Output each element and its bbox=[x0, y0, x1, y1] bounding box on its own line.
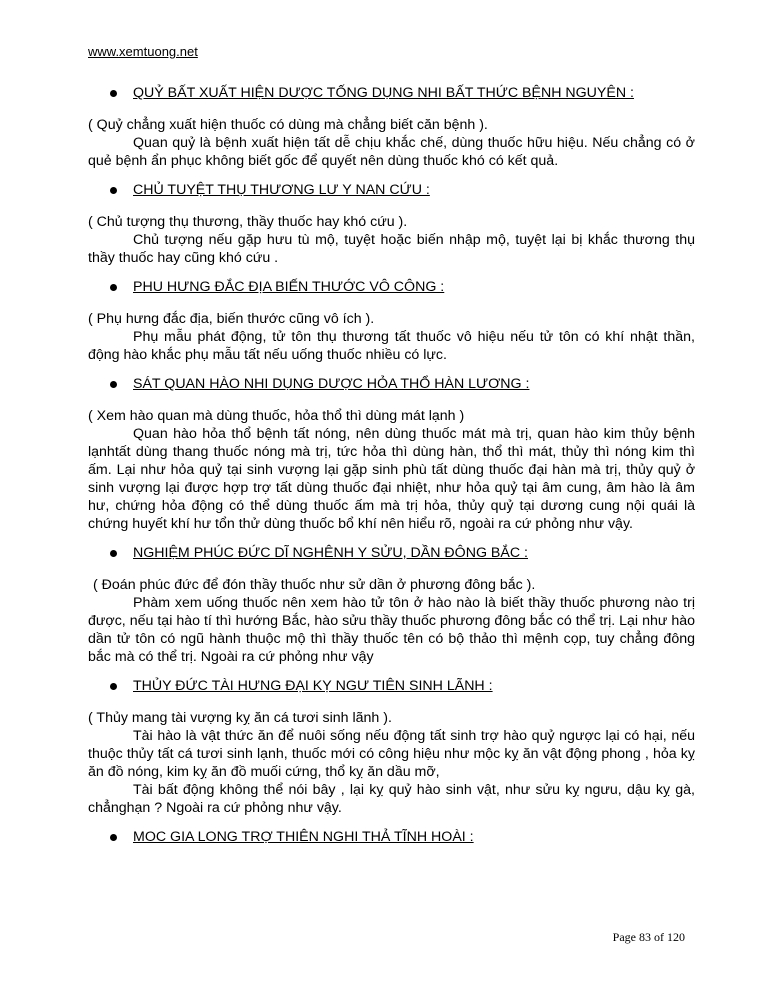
section bbox=[88, 84, 695, 170]
bullet-icon bbox=[110, 381, 117, 388]
bullet-icon bbox=[110, 90, 117, 97]
section-heading bbox=[88, 544, 695, 562]
site-url[interactable]: www.xemtuong.net bbox=[88, 44, 198, 59]
bullet-icon bbox=[110, 284, 117, 291]
section-intro: ( Xem hào quan mà dùng thuốc, hỏa thổ thì dùng mát lạnh ) bbox=[88, 408, 465, 424]
section bbox=[88, 181, 695, 267]
section-heading bbox=[88, 84, 695, 102]
section-intro: ( Đoán phúc đức để đón thầy thuốc như sử dần ở phương đông bắc ). bbox=[93, 577, 536, 593]
bullet-icon bbox=[110, 834, 117, 841]
section-intro: ( Thủy mang tài vượng kỵ ăn cá tươi sinh lãnh ). bbox=[88, 710, 392, 726]
section bbox=[88, 828, 695, 846]
section bbox=[88, 375, 695, 533]
section-intro: ( Quỷ chẳng xuất hiện thuốc có dùng mà chẳng biết căn bệnh ). bbox=[88, 117, 488, 133]
page-number: Page 83 of 120 bbox=[612, 930, 685, 944]
heading-text: SÁT QUAN HÀO NHI DỤNG DƯỢC HỎA THỔ HÀN LƯƠNG : bbox=[133, 376, 530, 392]
section-heading bbox=[88, 677, 695, 695]
heading-text: NGHIỆM PHÚC ĐỨC DĨ NGHÊNH Y SỬU, DẦN ĐÔNG BẮC : bbox=[133, 545, 528, 561]
section-heading bbox=[88, 375, 695, 393]
section-paragraph: Tài bất động không thể nói bây , lại kỵ quỷ hào sinh vật, như sửu kỵ ngưu, dậu kỵ gà, chẳnghạn ? Ngoài ra cứ phỏng như vậy. bbox=[88, 782, 695, 816]
section-paragraph: Tài hào là vật thức ăn để nuôi sống nếu động tất sinh trợ hào quỷ ngược lại có hại, nếu thuộc thủy tất cá tươi sinh lạnh, thuốc mới có công hiệu như mộc kỵ ăn vật động phong , hỏa kỵ ăn đồ nóng, kim kỵ ăn đồ muối cứng, thổ kỵ ăn dầu mỡ, bbox=[88, 728, 695, 780]
section-heading bbox=[88, 181, 695, 199]
section-paragraph: Chủ tượng nếu gặp hưu tù mộ, tuyệt hoặc biến nhập mộ, tuyệt lại bị khắc thương thụ thầy thuốc hay cũng khó cứu . bbox=[88, 232, 695, 266]
section-heading bbox=[88, 828, 695, 846]
heading-text: CHỦ TUYỆT THỤ THƯƠNG LƯ Y NAN CỨU : bbox=[133, 182, 430, 198]
heading-text: PHU HƯNG ĐẮC ĐỊA BIẾN THƯỚC VÔ CÔNG : bbox=[133, 279, 445, 295]
section bbox=[88, 677, 695, 817]
section-heading bbox=[88, 278, 695, 296]
section bbox=[88, 544, 695, 666]
section-paragraph: Quan hào hỏa thổ bệnh tất nóng, nên dùng thuốc mát mà trị, quan hào kim thủy bệnh lạnhtất dùng thang thuốc nóng mà trị, tức hỏa thì dùng hàn, thổ thì mát, thủy thì nóng kim thì ấm. Lại như hỏa quỷ tại sinh vượng lại gặp sinh phù tất dùng thuốc đại hàn mà trị, thủy quỷ ở sinh vượng lại được hợp trợ tất dùng thuốc đại nhiệt, như hỏa quỷ tại âm cung, âm hào là âm hư, chứng hỏa động có thể dùng thuốc ấm mà trị hỏa, thủy quỷ tại dương cung nội quái là chứng huyết khí hư tổn thử dùng thuốc bổ khí nên hiểu rõ, ngoài ra cứ phỏng như vậy. bbox=[88, 426, 695, 532]
section bbox=[88, 278, 695, 364]
bullet-icon bbox=[110, 187, 117, 194]
bullet-icon bbox=[110, 550, 117, 557]
bullet-icon bbox=[110, 683, 117, 690]
heading-text: MOC GIA LONG TRỢ THIÊN NGHI THẢ TĨNH HOÀI : bbox=[133, 829, 474, 845]
section-paragraph: Quan quỷ là bệnh xuất hiện tất dễ chịu khắc chế, dùng thuốc hữu hiệu. Nếu chẳng có ở quẻ bệnh ẩn phục không biết gốc để quyết nên dùng thuốc khó có kết quả. bbox=[88, 135, 695, 169]
section-intro: ( Chủ tượng thụ thương, thầy thuốc hay khó cứu ). bbox=[88, 214, 408, 230]
heading-text: QUỶ BẤT XUẤT HIỆN DƯỢC TỐNG DỤNG NHI BẤT THỨC BỆNH NGUYÊN : bbox=[133, 85, 634, 101]
document-body bbox=[88, 84, 695, 860]
section-paragraph: Phàm xem uống thuốc nên xem hào tử tôn ở hào nào là biết thầy thuốc phương nào trị được, nếu tại hào tí thì hướng Bắc, hào sửu thầy thuốc phương đông bắc có thể trị. Lại như hào dần tử tôn có ngũ hành thuộc mộ thì thầy thuốc tên có bộ thảo thì mệnh cọp, tuy chẳng đông bắc mà có thể trị. Ngoài ra cứ phỏng như vậy bbox=[88, 595, 695, 665]
heading-text: THỦY ĐỨC TÀI HƯNG ĐẠI KỴ NGƯ TIÊN SINH LÃNH : bbox=[133, 678, 493, 694]
section-intro: ( Phụ hưng đắc địa, biến thước cũng vô ích ). bbox=[88, 311, 375, 327]
section-paragraph: Phụ mẫu phát động, tử tôn thụ thương tất thuốc vô hiệu nếu tử tôn có khí nhật thần, động hào khắc phụ mẫu tất nếu uống thuốc nhiều có lực. bbox=[88, 329, 695, 363]
